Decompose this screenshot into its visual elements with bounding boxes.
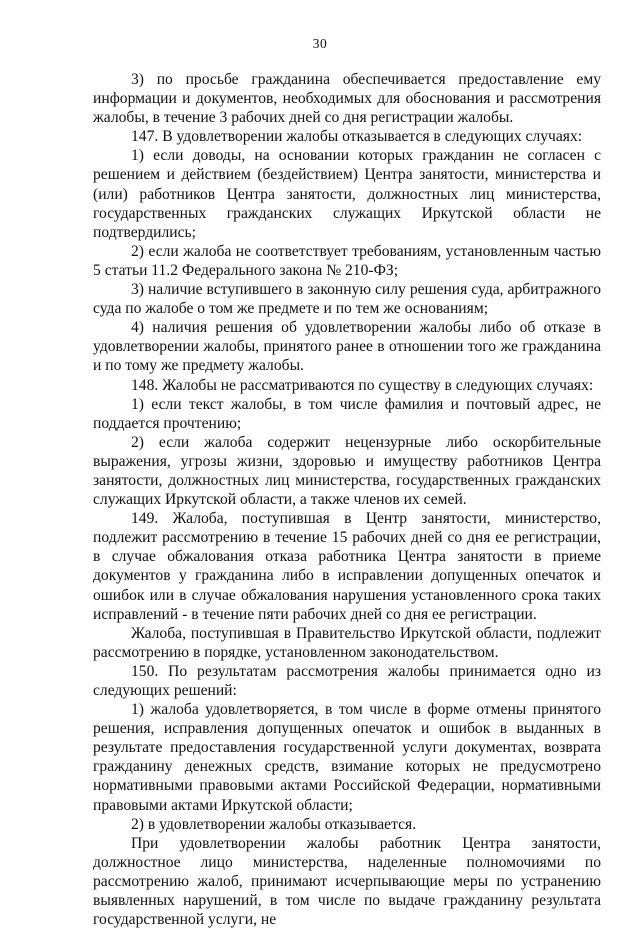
paragraph-item-3: 3) по просьбе гражданина обеспечивается предоставление ему информации и документов, необходимых для обоснования и рассмотрения жалобы, в течение 3 рабочих дней со дня регистрации жалобы.	[93, 71, 601, 127]
paragraph-150-item-1: 1) жалоба удовлетворяется, в том числе в форме отмены принятого решения, исправления допущенных опечаток и ошибок в выданных в результате предоставления государственной услуги документах, возврата гражданину денежных средств, взимание которых не предусмотрено нормативными правовыми актами Российской Федерации, нормативными правовыми актами Иркутской области;	[93, 701, 601, 814]
paragraph-148: 148. Жалобы не рассматриваются по существу в следующих случаях:	[131, 376, 594, 394]
paragraph-150-satisfaction: При удовлетворении жалобы работник Центра занятости, должностное лицо министерства, наделенные полномочиями по рассмотрению жалоб, принимают исчерпывающие меры по устранению выявленных нарушений, в том числе по выдаче гражданину результата государственной услуги, не	[93, 834, 601, 929]
paragraph-147-item-4: 4) наличия решения об удовлетворении жалобы либо об отказе в удовлетворении жалобы, принятого ранее в отношении того же гражданина и по тому же предмету жалобы.	[93, 319, 601, 375]
paragraph-147: 147. В удовлетворении жалобы отказывается в следующих случаях:	[131, 128, 583, 146]
paragraph-149-government: Жалоба, поступившая в Правительство Иркутской области, подлежит рассмотрению в порядке, установленном законодательством.	[93, 624, 601, 661]
document-body	[93, 70, 601, 929]
paragraph-147-item-1: 1) если доводы, на основании которых гражданин не согласен с решением и действием (бездействием) Центра занятости, министерства и (или) работников Центра занятости, должностных лиц министерства, государственных гражданских служащих Иркутской области не подтвердились;	[93, 147, 601, 241]
paragraph-148-item-1: 1) если текст жалобы, в том числе фамилия и почтовый адрес, не поддается прочтению;	[93, 395, 601, 432]
paragraph-147-item-3: 3) наличие вступившего в законную силу решения суда, арбитражного суда по жалобе о том же предмете и по тем же основаниям;	[93, 281, 601, 318]
page-number: 30	[312, 36, 328, 51]
paragraph-148-item-2: 2) если жалоба содержит нецензурные либо оскорбительные выражения, угрозы жизни, здоровью и имуществу работников Центра занятости, должностных лиц министерства, государственных гражданских служащих Иркутской области, а также членов их семей.	[93, 433, 601, 509]
paragraph-147-item-2: 2) если жалоба не соответствует требованиям, установленным частью 5 статьи 11.2 Федерального закона № 210-ФЗ;	[93, 242, 601, 279]
paragraph-150: 150. По результатам рассмотрения жалобы принимается одно из следующих решений:	[93, 662, 601, 699]
paragraph-150-item-2: 2) в удовлетворении жалобы отказывается.	[131, 815, 417, 833]
paragraph-149: 149. Жалоба, поступившая в Центр занятости, министерство, подлежит рассмотрению в течение 15 рабочих дней со дня ее регистрации, в случае обжалования отказа работника Центра занятости в приеме документов у гражданина либо в исправлении допущенных опечаток и ошибок или в случае обжалования нарушения установленного срока таких исправлений - в течение пяти рабочих дней со дня ее регистрации.	[93, 510, 601, 623]
